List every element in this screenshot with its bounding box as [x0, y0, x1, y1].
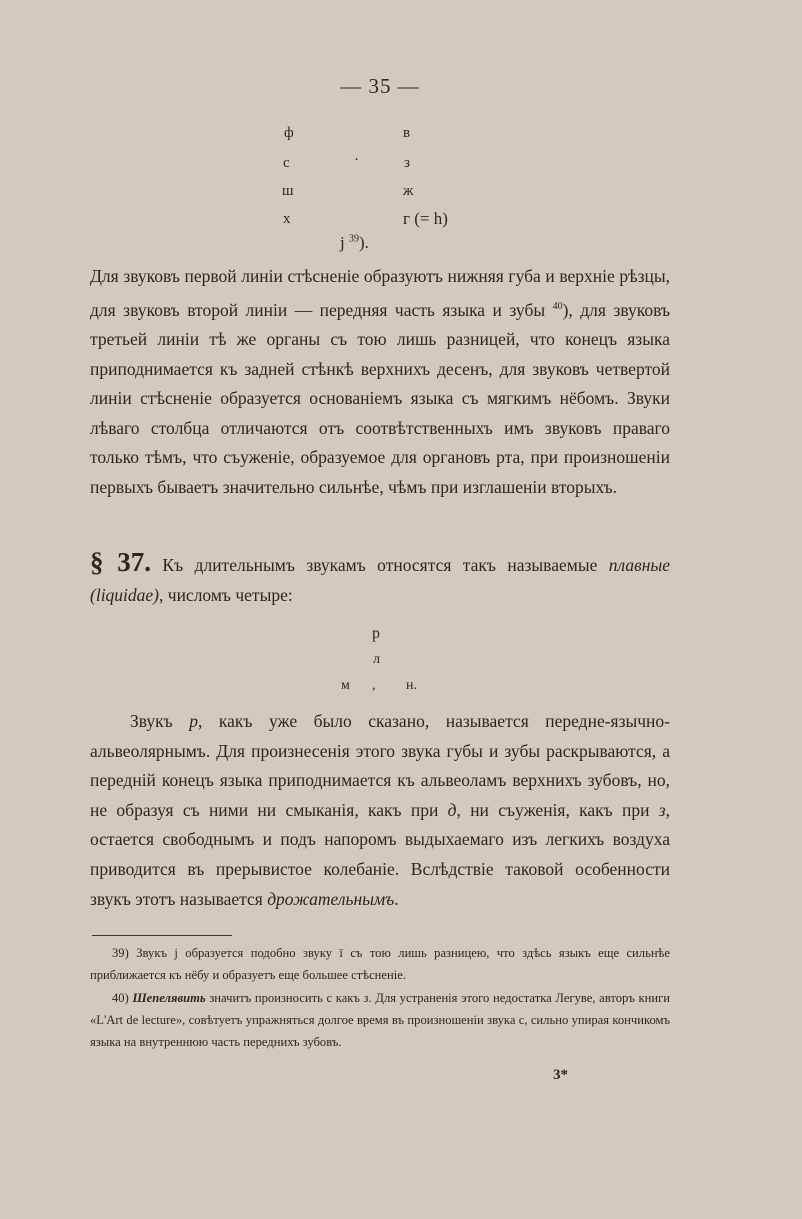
- footnote-ref-40: 40: [552, 300, 563, 312]
- liquid-l: л: [373, 652, 380, 667]
- footnote-ref-39: 39: [348, 233, 359, 245]
- liquid-comma: ,: [372, 678, 376, 693]
- section-text-after: , числомъ четыре:: [159, 584, 293, 605]
- fn40-z: з: [363, 991, 369, 1005]
- section-number: § 37.: [90, 547, 152, 577]
- p2-term: дрожательнымъ: [267, 888, 395, 909]
- paragraph-r-sound: [90, 707, 670, 914]
- consonant-g: г (= h): [403, 209, 448, 228]
- liquid-r: р: [372, 625, 380, 642]
- section-term: плавные (liquidae): [90, 555, 671, 605]
- p2-e: , остается свободнымъ и подъ напоромъ выдыхаемаго изъ легкихъ воздуха приводится въ прерывистое колебаніе. Вслѣдствіе таковой особенности звукъ этотъ называется: [90, 799, 670, 909]
- p2-b: , какъ уже было сказано, называется передне-язычно-альвеолярнымъ. Для произнесенія этого звука губы и зубы раскрываются, а передній конецъ языка приподнимается къ альвеоламъ верхнихъ зубовъ, но, не образуя съ ними ни смыканія, какъ при: [90, 711, 671, 820]
- liquid-m: м: [341, 678, 350, 693]
- p2-r: р: [189, 711, 198, 731]
- p2-end: .: [394, 888, 399, 909]
- j-letter: j: [340, 233, 345, 252]
- consonant-z: з: [404, 155, 410, 171]
- section-text: Къ длительнымъ звукамъ относятся такъ называемые: [151, 555, 609, 575]
- fn40-b: . Для устраненія этого недостатка Легуве, авторъ книги «L'Art de lecture», совѣтуетъ упражняться долгое время въ произношеніи звука с, сильно упирая кончикомъ языка на внутреннюю часть переднихъ зубовъ.: [90, 991, 671, 1049]
- fn40-term: Шепелявить: [132, 991, 206, 1005]
- paragraph1-text: Для звуковъ первой линіи стѣсненіе образуютъ нижняя губа и верхніе рѣзцы, для звуковъ второй линіи — передняя часть языка и зубы: [90, 266, 670, 320]
- footnote-40: [90, 987, 670, 1053]
- paragraph-articulation: [90, 262, 670, 503]
- signature-mark: 3*: [553, 1067, 568, 1083]
- consonant-sh: ш: [282, 183, 294, 199]
- consonant-s: с: [283, 155, 290, 171]
- footnote-39: 39) Звукъ j образуется подобно звуку ї съ тою лишь разницею, что здѣсь языкъ еще сильнѣе приближается къ нёбу и образуетъ еще большее стѣсненіе.: [90, 946, 670, 982]
- consonant-zh: ж: [403, 183, 414, 199]
- liquid-n: н.: [406, 678, 417, 693]
- fn40-a: значитъ произносить с какъ: [205, 991, 364, 1005]
- table-dot: ·: [354, 152, 359, 168]
- fn40-num: 40): [112, 991, 133, 1005]
- p2-z: з: [658, 799, 666, 820]
- consonant-kh: х: [283, 211, 291, 227]
- footnote-divider: [92, 935, 232, 936]
- p2-a: Звукъ: [130, 711, 190, 731]
- consonant-v: в: [403, 125, 411, 141]
- j-line: [340, 233, 369, 253]
- j-close: ).: [358, 233, 369, 252]
- p2-c: , ни съуженія, какъ при: [456, 799, 659, 820]
- paragraph1-rest: ), для звуковъ третьей линіи тѣ же органы съ тою лишь разницей, что конецъ языка приподнимается къ задней стѣнкѣ верхнихъ десенъ, для звуковъ четвертой линіи стѣсненіе образуется основаніемъ языка съ мягкимъ нёбомъ. Звуки лѣваго столбца отличаются отъ соотвѣтственныхъ имъ звуковъ праваго только тѣмъ, что съуженіе, образуемое для органовъ рта, при произношеніи первыхъ бываетъ значительно сильнѣе, чѣмъ при изглашеніи вторыхъ.: [90, 299, 671, 497]
- page-number: — 35 —: [340, 74, 420, 98]
- consonant-f: ф: [284, 125, 294, 141]
- p2-d: д: [447, 799, 457, 820]
- section-37: [90, 548, 670, 610]
